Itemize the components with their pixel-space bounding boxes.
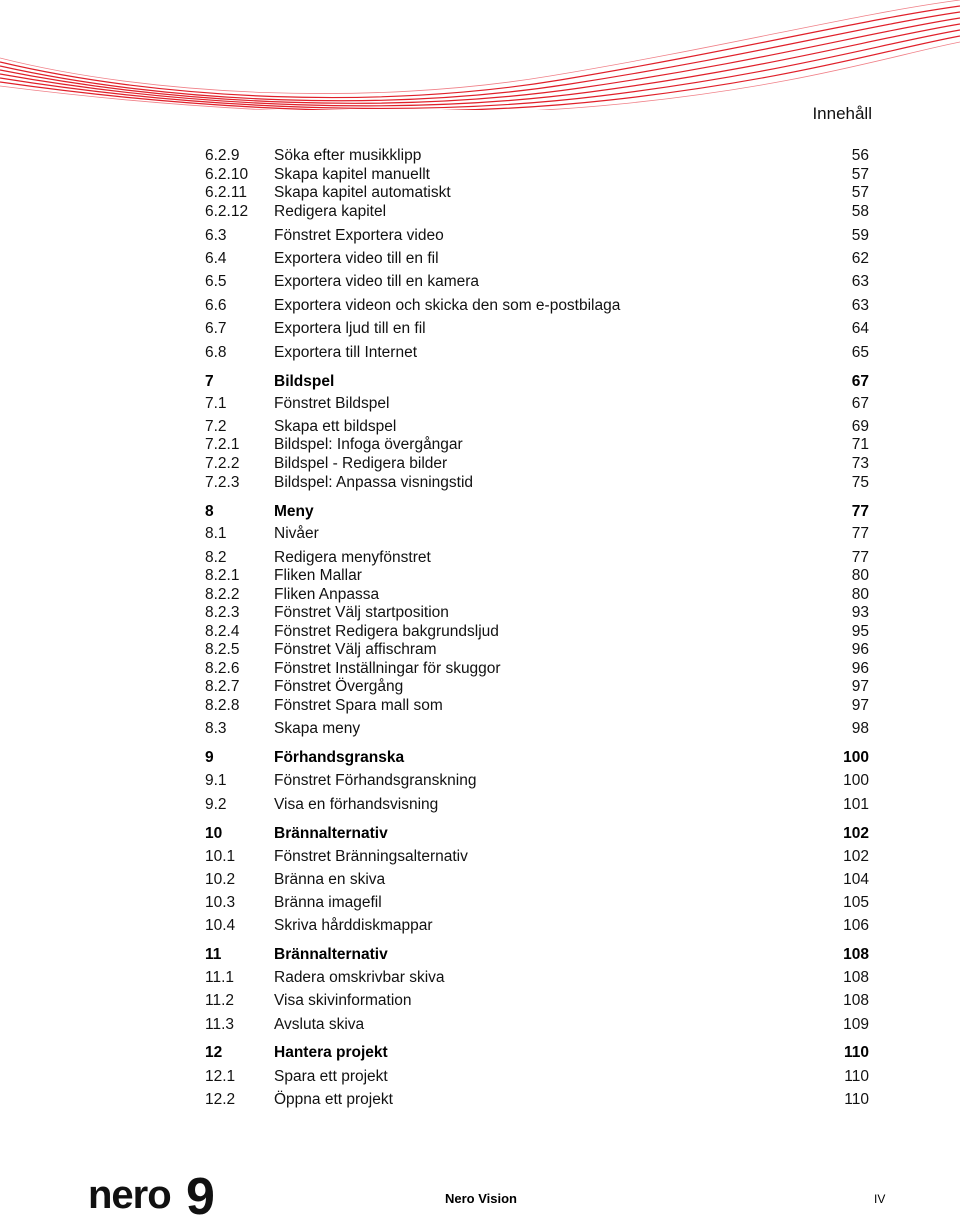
toc-entry-title: Fliken Anpassa [274,586,380,603]
toc-entry[interactable] [205,968,869,988]
toc-entry-number: 8.1 [205,525,227,542]
toc-entry-page: 108 [843,969,869,986]
toc-entry-title: Brännalternativ [274,825,388,842]
toc-entry-page: 101 [843,796,869,813]
toc-entry-number: 6.6 [205,297,227,314]
toc-chapter-entry[interactable] [205,824,869,844]
toc-chapter-entry[interactable] [205,1043,869,1063]
toc-entry[interactable] [205,272,869,292]
toc-entry-number: 10.2 [205,871,236,888]
toc-entry-title: Nivåer [274,525,319,542]
toc-entry-title: Exportera till Internet [274,344,418,361]
toc-entry-title: Fönstret Välj startposition [274,604,449,621]
toc-entry-title: Skapa kapitel manuellt [274,166,430,183]
toc-entry-title: Visa skivinformation [274,992,412,1009]
toc-entry[interactable] [205,473,869,493]
toc-entry-number: 6.2.11 [205,184,247,201]
toc-entry-number: 8.3 [205,720,227,737]
toc-entry-title: Exportera video till en fil [274,250,439,267]
toc-entry-number: 12.1 [205,1068,236,1085]
toc-entry-page: 57 [851,184,869,201]
toc-entry-number: 7.2.2 [205,455,240,472]
toc-entry[interactable] [205,603,869,623]
toc-entry-page: 77 [851,525,869,542]
toc-entry-number: 6.2.10 [205,166,249,183]
toc-entry-number: 6.2.9 [205,147,240,164]
toc-entry-page: 65 [851,344,869,361]
toc-entry-number: 9.1 [205,772,227,789]
toc-entry-number: 8.2.2 [205,586,240,603]
toc-entry[interactable] [205,1090,869,1110]
toc-entry-number: 12 [205,1044,223,1061]
toc-entry[interactable] [205,524,869,544]
toc-entry-number: 6.7 [205,320,227,337]
toc-entry-page: 58 [851,203,869,220]
toc-entry-number: 10.4 [205,917,236,934]
toc-entry[interactable] [205,146,869,166]
toc-entry-number: 7.2.3 [205,474,240,491]
toc-entry-page: 69 [851,418,869,435]
toc-entry-title: Redigera menyfönstret [274,549,431,566]
toc-entry[interactable] [205,893,869,913]
toc-entry-page: 108 [843,946,869,963]
toc-entry-number: 9 [205,749,214,766]
toc-entry-page: 105 [843,894,869,911]
toc-entry-title: Fönstret Förhandsgranskning [274,772,477,789]
toc-entry-page: 67 [851,395,869,412]
toc-entry-number: 9.2 [205,796,227,813]
toc-entry-page: 75 [851,474,869,491]
toc-entry[interactable] [205,719,869,739]
toc-entry-title: Förhandsgranska [274,749,405,766]
toc-entry-page: 106 [843,917,869,934]
toc-entry-number: 11.3 [205,1016,235,1033]
toc-entry[interactable] [205,640,869,660]
toc-entry-page: 100 [843,772,869,789]
toc-entry[interactable] [205,870,869,890]
toc-entry-title: Bildspel: Infoga övergångar [274,436,463,453]
toc-entry-page: 64 [851,320,869,337]
toc-entry-title: Skapa ett bildspel [274,418,397,435]
footer-page-number: IV [874,1192,886,1206]
toc-entry-number: 8.2 [205,549,227,566]
toc-entry-page: 80 [851,567,869,584]
toc-entry[interactable] [205,435,869,455]
toc-entry-title: Fönstret Redigera bakgrundsljud [274,623,499,640]
toc-entry[interactable] [205,454,869,474]
svg-text:9: 9 [186,1168,215,1224]
toc-entry[interactable] [205,1067,869,1087]
toc-entry[interactable] [205,771,869,791]
toc-entry-title: Exportera video till en kamera [274,273,480,290]
svg-text:nero: nero [88,1173,171,1217]
toc-entry-number: 8 [205,503,214,520]
toc-entry-number: 11.1 [205,969,235,986]
toc-entry-title: Fönstret Bildspel [274,395,390,412]
page-header-title: Innehåll [812,104,872,123]
toc-entry-number: 7.2 [205,418,227,435]
toc-entry-title: Fönstret Exportera video [274,227,444,244]
toc-entry-number: 6.8 [205,344,227,361]
toc-entry[interactable] [205,202,869,222]
toc-entry-number: 12.2 [205,1091,236,1108]
toc-entry-number: 10.1 [205,848,236,865]
toc-entry-title: Skapa kapitel automatiskt [274,184,451,201]
toc-entry[interactable] [205,394,869,414]
toc-entry-number: 6.5 [205,273,227,290]
toc-entry-page: 63 [851,273,869,290]
toc-entry-number: 6.2.12 [205,203,249,220]
toc-entry-page: 59 [851,227,869,244]
toc-entry[interactable] [205,566,869,586]
toc-entry[interactable] [205,696,869,716]
toc-entry-title: Radera omskrivbar skiva [274,969,445,986]
toc-entry-page: 110 [844,1068,869,1085]
toc-entry-title: Söka efter musikklipp [274,147,422,164]
toc-entry-number: 11 [205,946,222,963]
toc-chapter-entry[interactable] [205,502,869,522]
toc-entry-title: Bildspel: Anpassa visningstid [274,474,474,491]
toc-entry-page: 97 [851,678,869,695]
toc-entry-title: Fliken Mallar [274,567,362,584]
toc-entry-number: 8.2.8 [205,697,240,714]
toc-entry-page: 63 [851,297,869,314]
toc-entry-page: 77 [851,549,869,566]
toc-entry[interactable] [205,677,869,697]
toc-entry-page: 109 [843,1016,869,1033]
toc-entry-number: 7 [205,373,214,390]
toc-entry-page: 73 [851,455,869,472]
toc-entry-number: 8.2.5 [205,641,240,658]
toc-entry-page: 93 [851,604,869,621]
toc-entry-page: 56 [851,147,869,164]
toc-entry-title: Skapa meny [274,720,361,737]
toc-entry-title: Fönstret Övergång [274,678,404,695]
toc-entry-title: Fönstret Spara mall som [274,697,443,714]
toc-entry-number: 6.3 [205,227,227,244]
toc-entry-title: Brännalternativ [274,946,388,963]
toc-entry-page: 62 [851,250,869,267]
toc-entry-page: 67 [851,373,869,390]
toc-entry-page: 100 [843,749,869,766]
toc-entry-page: 108 [843,992,869,1009]
footer-product-name: Nero Vision [445,1191,518,1206]
toc-entry[interactable] [205,795,869,815]
toc-entry-page: 110 [843,1044,869,1061]
toc-entry-number: 6.4 [205,250,227,267]
toc-entry-page: 80 [851,586,869,603]
toc-entry-number: 7.2.1 [205,436,240,453]
toc-entry[interactable] [205,183,869,203]
toc-entry-page: 71 [851,436,869,453]
header-wave-decoration [0,0,960,110]
toc-entry-title: Hantera projekt [274,1044,388,1061]
toc-entry-title: Fönstret Bränningsalternativ [274,848,468,865]
toc-entry[interactable] [205,343,869,363]
toc-entry-page: 96 [851,641,869,658]
toc-entry[interactable] [205,226,869,246]
toc-entry-title: Exportera ljud till en fil [274,320,426,337]
toc-entry-number: 10.3 [205,894,236,911]
toc-entry[interactable] [205,296,869,316]
toc-entry-number: 8.2.6 [205,660,240,677]
toc-entry-page: 110 [844,1091,869,1108]
toc-entry-number: 8.2.7 [205,678,240,695]
toc-entry-title: Bildspel [274,373,335,390]
toc-entry-title: Bränna en skiva [274,871,386,888]
toc-entry[interactable] [205,319,869,339]
toc-entry[interactable] [205,847,869,867]
toc-entry[interactable] [205,916,869,936]
toc-chapter-entry[interactable] [205,945,869,965]
toc-entry[interactable] [205,1015,869,1035]
toc-entry-title: Skriva hårddiskmappar [274,917,433,934]
toc-entry-title: Fönstret Välj affischram [274,641,437,658]
toc-entry-title: Öppna ett projekt [274,1091,393,1108]
toc-entry[interactable] [205,622,869,642]
toc-entry-number: 11.2 [205,992,235,1009]
toc-entry[interactable] [205,249,869,269]
toc-entry-page: 104 [843,871,869,888]
toc-entry-number: 7.1 [205,395,227,412]
toc-entry[interactable] [205,585,869,605]
toc-entry-page: 96 [851,660,869,677]
toc-entry-page: 102 [843,848,869,865]
toc-chapter-entry[interactable] [205,748,869,768]
toc-chapter-entry[interactable] [205,372,869,392]
toc-entry-number: 8.2.3 [205,604,240,621]
toc-entry-title: Bränna imagefil [274,894,382,911]
toc-entry[interactable] [205,165,869,185]
toc-entry[interactable] [205,548,869,568]
toc-entry-number: 8.2.4 [205,623,240,640]
toc-entry-title: Fönstret Inställningar för skuggor [274,660,501,677]
toc-entry-title: Redigera kapitel [274,203,387,220]
toc-entry-title: Bildspel - Redigera bilder [274,455,448,472]
toc-entry-title: Avsluta skiva [274,1016,365,1033]
toc-entry-page: 77 [851,503,869,520]
toc-entry[interactable] [205,417,869,437]
toc-entry[interactable] [205,659,869,679]
toc-entry-page: 95 [851,623,869,640]
toc-entry[interactable] [205,991,869,1011]
toc-entry-title: Exportera videon och skicka den som e-postbilaga [274,297,621,314]
toc-entry-title: Spara ett projekt [274,1068,388,1085]
toc-entry-number: 10 [205,825,223,842]
toc-entry-page: 102 [843,825,869,842]
toc-entry-page: 98 [851,720,869,737]
toc-entry-title: Meny [274,503,314,520]
nero-logo [88,1168,228,1224]
toc-entry-page: 97 [851,697,869,714]
toc-entry-title: Visa en förhandsvisning [274,796,439,813]
toc-entry-page: 57 [851,166,869,183]
toc-entry-number: 8.2.1 [205,567,240,584]
